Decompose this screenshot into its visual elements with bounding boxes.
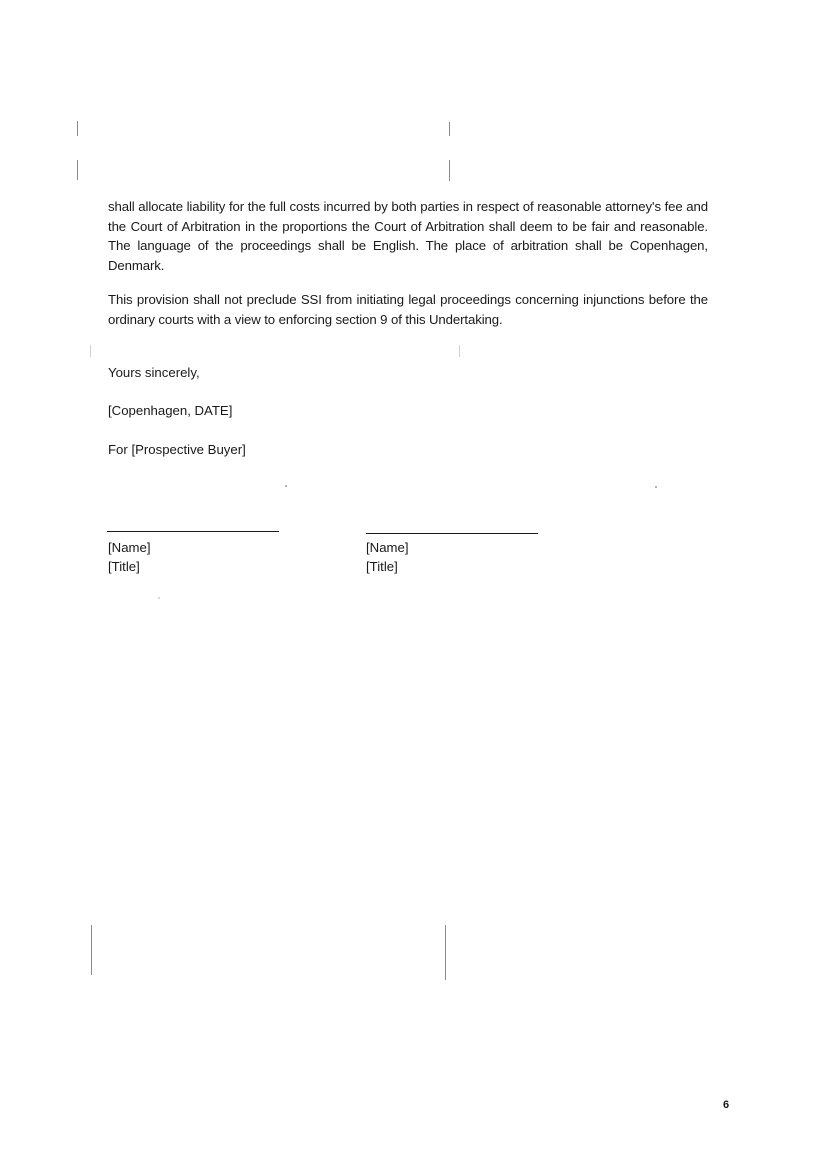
scan-dot	[285, 485, 287, 487]
scan-mark	[77, 121, 78, 136]
signature-title-1: [Title]	[108, 559, 140, 574]
signature-name-2: [Name]	[366, 540, 409, 555]
closing-place-date: [Copenhagen, DATE]	[108, 403, 233, 418]
signature-line-2	[366, 533, 538, 534]
signature-line-1	[107, 531, 279, 532]
scan-mark	[449, 160, 450, 181]
body-paragraph-injunctions: This provision shall not preclude SSI from initiating legal proceedings concerning injunctions before the ordinary courts with a view to enforcing section 9 of this Undertaking.	[108, 292, 708, 327]
scan-mark	[90, 345, 91, 357]
page-number: 6	[723, 1099, 730, 1111]
closing-salutation: Yours sincerely,	[108, 365, 200, 380]
scan-mark	[459, 345, 460, 357]
scan-mark	[91, 925, 92, 975]
scan-mark	[449, 122, 450, 136]
scan-mark	[445, 925, 446, 980]
body-paragraph-arbitration: shall allocate liability for the full costs incurred by both parties in respect of reasonable attorney's fee and the Court of Arbitration in the proportions the Court of Arbitration shall deem to be fair and reasonable. The language of the proceedings shall be English. The place of arbitration shall be Copenhagen, Denmark.	[108, 199, 708, 273]
closing-for-party: For [Prospective Buyer]	[108, 442, 246, 457]
scan-dot	[158, 597, 160, 599]
signature-title-2: [Title]	[366, 559, 398, 574]
scan-dot	[655, 486, 657, 488]
scan-mark	[77, 160, 78, 180]
signature-name-1: [Name]	[108, 540, 151, 555]
